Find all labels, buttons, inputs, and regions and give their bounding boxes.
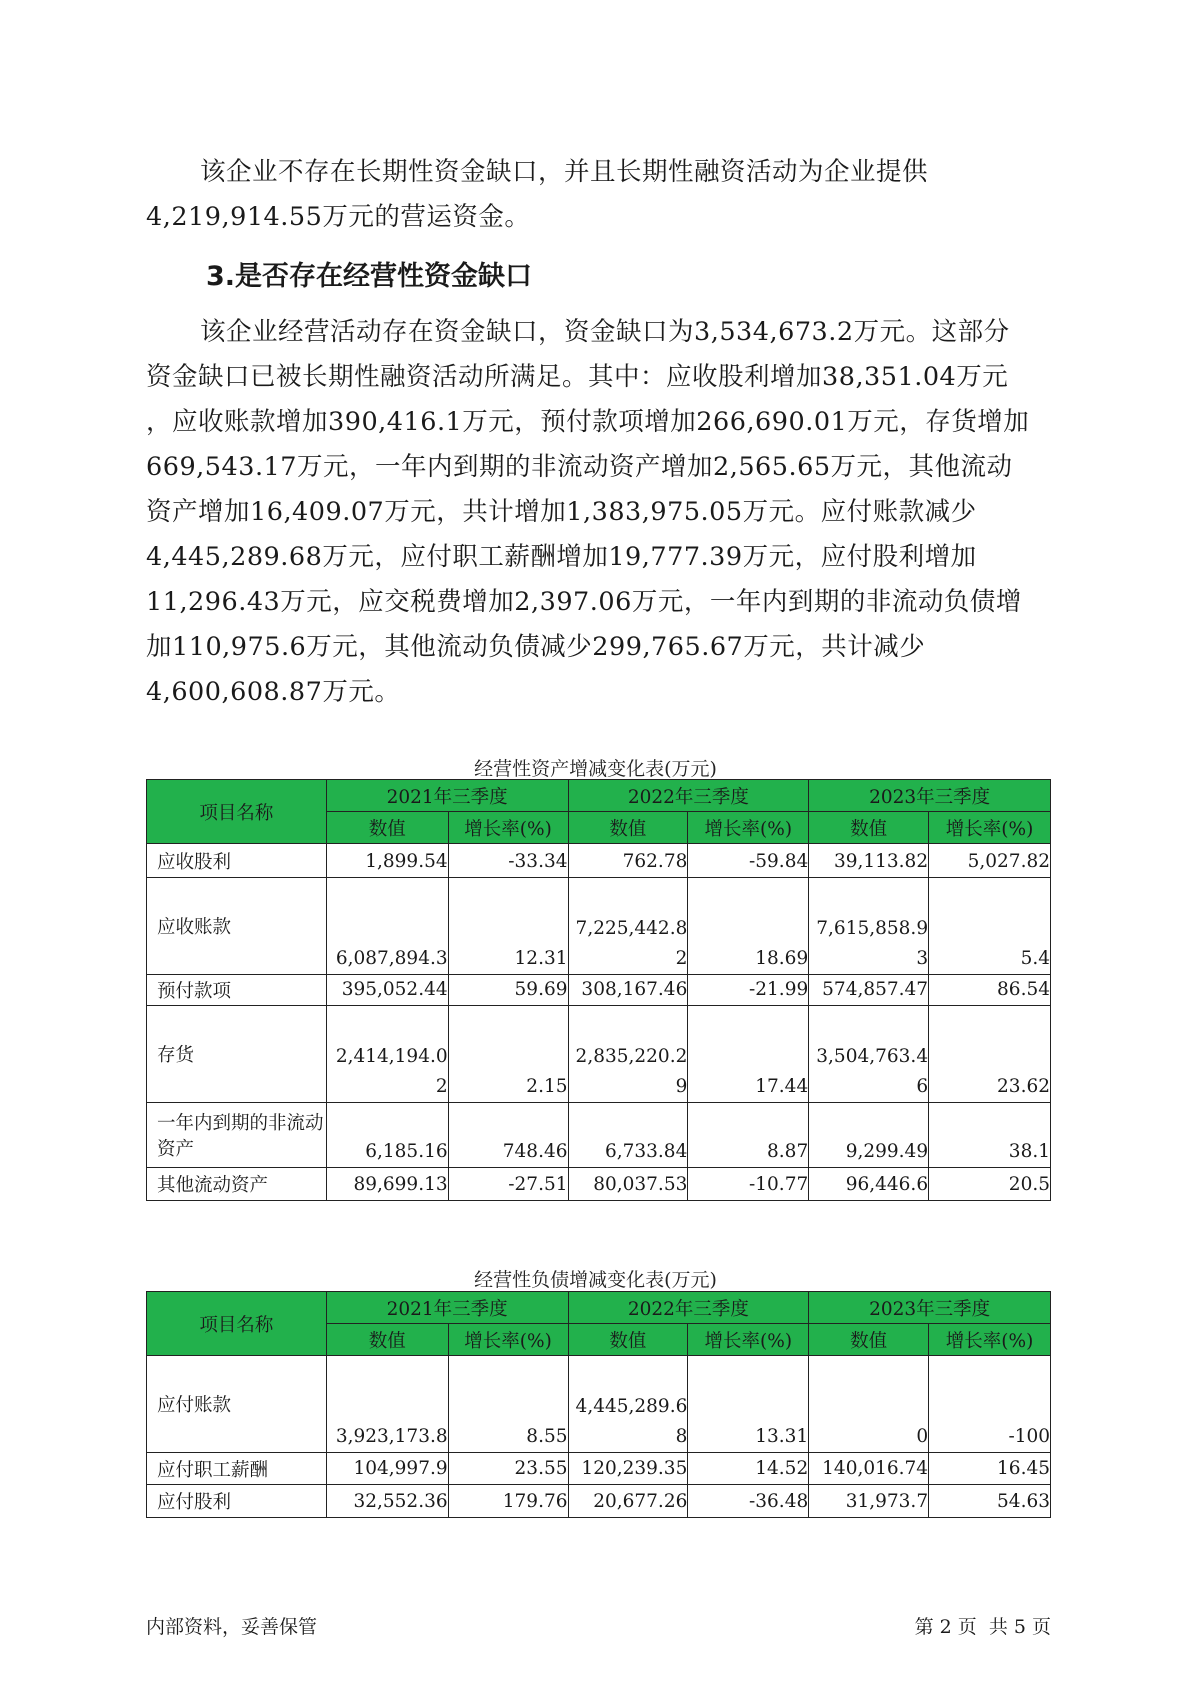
cell-growth-rate — [448, 1006, 568, 1103]
header-growth: 增长率(%) — [448, 1324, 568, 1356]
cell-text: 16.45 — [997, 1458, 1050, 1479]
table-header-row — [147, 1292, 1051, 1324]
cell-value — [326, 878, 448, 975]
asset-change-table — [146, 779, 1051, 1201]
table-row — [147, 1356, 1051, 1453]
cell-text: -10.77 — [749, 1174, 809, 1195]
cell-growth-rate — [688, 1485, 809, 1518]
paragraph-line: 4,219,914.55万元的营运资金。 — [146, 202, 531, 232]
cell-text: 17.44 — [755, 1076, 809, 1097]
row-label: 应付账款 — [147, 1356, 327, 1453]
cell-value — [809, 1453, 929, 1485]
cell-text: 39,113.82 — [833, 851, 929, 872]
cell-value — [809, 878, 929, 975]
table-row — [147, 844, 1051, 878]
paragraph-line: 4,445,289.68万元，应付职工薪酬增加19,777.39万元，应付股利增加 — [146, 542, 977, 572]
cell-growth-rate — [448, 1485, 568, 1518]
header-growth: 增长率(%) — [448, 812, 568, 844]
header-period: 2021年三季度 — [326, 780, 568, 812]
header-value: 数值 — [568, 812, 688, 844]
row-label: 其他流动资产 — [147, 1168, 327, 1201]
cell-text: 2,414,194.02 — [335, 1046, 448, 1097]
cell-value — [809, 975, 929, 1006]
header-growth: 增长率(%) — [688, 812, 809, 844]
cell-text: 574,857.47 — [822, 979, 929, 1000]
table-row — [147, 1168, 1051, 1201]
cell-growth-rate — [688, 1453, 809, 1485]
liability-change-table — [146, 1291, 1051, 1518]
cell-growth-rate — [688, 844, 809, 878]
cell-value — [568, 844, 688, 878]
cell-growth-rate — [929, 975, 1051, 1006]
cell-text: 0 — [916, 1426, 929, 1447]
cell-text: 38.1 — [1008, 1141, 1050, 1162]
paragraph-line: 资产增加16,409.07万元，共计增加1,383,975.05万元。应付账款减少 — [146, 497, 977, 527]
paragraph-line: 该企业经营活动存在资金缺口，资金缺口为3,534,673.2万元。这部分 — [200, 317, 1010, 347]
cell-text: 8.87 — [767, 1141, 809, 1162]
cell-value — [809, 1103, 929, 1168]
cell-value — [326, 844, 448, 878]
paragraph-line: ，应收账款增加390,416.1万元，预付款项增加266,690.01万元，存货增加 — [146, 407, 1030, 437]
paragraph-line: 4,600,608.87万元。 — [146, 677, 401, 707]
cell-growth-rate — [448, 844, 568, 878]
cell-value — [326, 975, 448, 1006]
cell-text: 13.31 — [755, 1426, 809, 1447]
cell-value — [568, 1453, 688, 1485]
paragraph-operating-gap — [146, 310, 1061, 715]
cell-text: -27.51 — [508, 1174, 568, 1195]
cell-value — [568, 1168, 688, 1201]
cell-text: 2,835,220.29 — [575, 1046, 688, 1097]
cell-text: 31,973.7 — [845, 1491, 929, 1512]
row-label: 应收账款 — [147, 878, 327, 975]
cell-growth-rate — [448, 1103, 568, 1168]
paragraph-line: 669,543.17万元，一年内到期的非流动资产增加2,565.65万元，其他流动 — [146, 452, 1013, 482]
cell-text: 308,167.46 — [581, 979, 688, 1000]
cell-value — [568, 1356, 688, 1453]
cell-value — [326, 1453, 448, 1485]
cell-text: 6,087,894.3 — [335, 948, 448, 969]
table-row — [147, 975, 1051, 1006]
cell-text: 1,899.54 — [365, 851, 448, 872]
table-row — [147, 878, 1051, 975]
cell-text: 120,239.35 — [581, 1458, 688, 1479]
header-value: 数值 — [809, 1324, 929, 1356]
cell-text: 7,225,442.82 — [575, 918, 688, 969]
cell-growth-rate — [929, 878, 1051, 975]
cell-growth-rate — [448, 1356, 568, 1453]
paragraph-line: 11,296.43万元，应交税费增加2,397.06万元，一年内到期的非流动负债增 — [146, 587, 1022, 617]
cell-growth-rate — [929, 1103, 1051, 1168]
cell-text: 6,733.84 — [604, 1141, 688, 1162]
cell-text: 9,299.49 — [845, 1141, 929, 1162]
cell-text: 762.78 — [622, 851, 688, 872]
cell-growth-rate — [448, 1168, 568, 1201]
cell-text: 7,615,858.93 — [816, 918, 929, 969]
cell-growth-rate — [929, 1168, 1051, 1201]
cell-growth-rate — [688, 1356, 809, 1453]
cell-growth-rate — [688, 975, 809, 1006]
cell-growth-rate — [929, 1485, 1051, 1518]
cell-text: 104,997.9 — [353, 1458, 448, 1479]
cell-value — [809, 1006, 929, 1103]
table-row — [147, 1006, 1051, 1103]
cell-text: 179.76 — [502, 1491, 568, 1512]
header-growth: 增长率(%) — [929, 812, 1051, 844]
cell-growth-rate — [929, 1453, 1051, 1485]
cell-text: -36.48 — [749, 1491, 809, 1512]
cell-text: 395,052.44 — [341, 979, 448, 1000]
header-growth: 增长率(%) — [688, 1324, 809, 1356]
cell-value — [326, 1485, 448, 1518]
section-heading: 3.是否存在经营性资金缺口 — [206, 261, 533, 292]
cell-text: 12.31 — [514, 948, 568, 969]
cell-growth-rate — [688, 1006, 809, 1103]
footer-note: 内部资料，妥善保管 — [146, 1616, 318, 1638]
cell-text: 18.69 — [755, 948, 809, 969]
row-label: 存货 — [147, 1006, 327, 1103]
header-period: 2022年三季度 — [568, 780, 809, 812]
paragraph-line: 加110,975.6万元，其他流动负债减少299,765.67万元，共计减少 — [146, 632, 926, 662]
cell-text: 8.55 — [526, 1426, 568, 1447]
cell-growth-rate — [448, 975, 568, 1006]
cell-text: 2.15 — [526, 1076, 568, 1097]
row-label: 预付款项 — [147, 975, 327, 1006]
header-value: 数值 — [326, 1324, 448, 1356]
cell-value — [326, 1006, 448, 1103]
header-value: 数值 — [568, 1324, 688, 1356]
header-item-name: 项目名称 — [147, 780, 327, 844]
row-label: 应付股利 — [147, 1485, 327, 1518]
table-row — [147, 1485, 1051, 1518]
cell-value — [326, 1356, 448, 1453]
cell-growth-rate — [929, 844, 1051, 878]
cell-value — [568, 1103, 688, 1168]
header-period: 2021年三季度 — [326, 1292, 568, 1324]
cell-text: 14.52 — [755, 1458, 809, 1479]
table-caption-assets: 经营性资产增减变化表(万元) — [474, 758, 717, 780]
cell-value — [568, 975, 688, 1006]
cell-growth-rate — [688, 878, 809, 975]
cell-text: 86.54 — [997, 979, 1050, 1000]
cell-growth-rate — [688, 1103, 809, 1168]
cell-text: 5,027.82 — [967, 851, 1050, 872]
cell-text: 3,923,173.8 — [335, 1426, 448, 1447]
cell-text: 54.63 — [997, 1491, 1050, 1512]
cell-text: 4,445,289.68 — [575, 1396, 688, 1447]
header-period: 2023年三季度 — [809, 1292, 1051, 1324]
cell-text: 20.5 — [1008, 1174, 1050, 1195]
row-label: 一年内到期的非流动资产 — [147, 1103, 327, 1168]
cell-value — [809, 844, 929, 878]
cell-text: -59.84 — [749, 851, 809, 872]
row-label: 应收股利 — [147, 844, 327, 878]
cell-growth-rate — [688, 1168, 809, 1201]
cell-growth-rate — [448, 878, 568, 975]
cell-text: 23.55 — [514, 1458, 568, 1479]
cell-text: 23.62 — [997, 1076, 1050, 1097]
cell-text: -21.99 — [749, 979, 809, 1000]
cell-text: 32,552.36 — [353, 1491, 448, 1512]
header-value: 数值 — [809, 812, 929, 844]
table-row — [147, 1103, 1051, 1168]
table-header-row — [147, 780, 1051, 812]
paragraph-long-term-funding — [146, 150, 1061, 240]
header-period: 2022年三季度 — [568, 1292, 809, 1324]
cell-value — [568, 1485, 688, 1518]
header-item-name: 项目名称 — [147, 1292, 327, 1356]
header-growth: 增长率(%) — [929, 1324, 1051, 1356]
cell-growth-rate — [929, 1006, 1051, 1103]
cell-value — [568, 1006, 688, 1103]
cell-text: 89,699.13 — [353, 1174, 448, 1195]
cell-text: 3,504,763.46 — [816, 1046, 929, 1097]
cell-value — [326, 1168, 448, 1201]
cell-growth-rate — [929, 1356, 1051, 1453]
cell-value — [809, 1168, 929, 1201]
cell-text: 6,185.16 — [365, 1141, 448, 1162]
cell-text: 59.69 — [514, 979, 568, 1000]
cell-value — [568, 878, 688, 975]
header-period: 2023年三季度 — [809, 780, 1051, 812]
cell-text: 5.4 — [1020, 948, 1050, 969]
table-row — [147, 1453, 1051, 1485]
cell-text: 80,037.53 — [593, 1174, 688, 1195]
paragraph-line: 资金缺口已被长期性融资活动所满足。其中：应收股利增加38,351.04万元 — [146, 362, 1009, 392]
cell-text: 96,446.6 — [845, 1174, 929, 1195]
cell-text: -100 — [1008, 1426, 1050, 1447]
header-value: 数值 — [326, 812, 448, 844]
table-caption-liabilities: 经营性负债增减变化表(万元) — [474, 1269, 717, 1291]
cell-growth-rate — [448, 1453, 568, 1485]
cell-value — [326, 1103, 448, 1168]
cell-value — [809, 1356, 929, 1453]
paragraph-line: 该企业不存在长期性资金缺口，并且长期性融资活动为企业提供 — [200, 157, 929, 187]
row-label: 应付职工薪酬 — [147, 1453, 327, 1485]
cell-value — [809, 1485, 929, 1518]
cell-text: 140,016.74 — [822, 1458, 929, 1479]
page-number: 第 2 页 共 5 页 — [914, 1616, 1051, 1638]
cell-text: 748.46 — [502, 1141, 568, 1162]
cell-text: 20,677.26 — [593, 1491, 688, 1512]
cell-text: -33.34 — [508, 851, 568, 872]
